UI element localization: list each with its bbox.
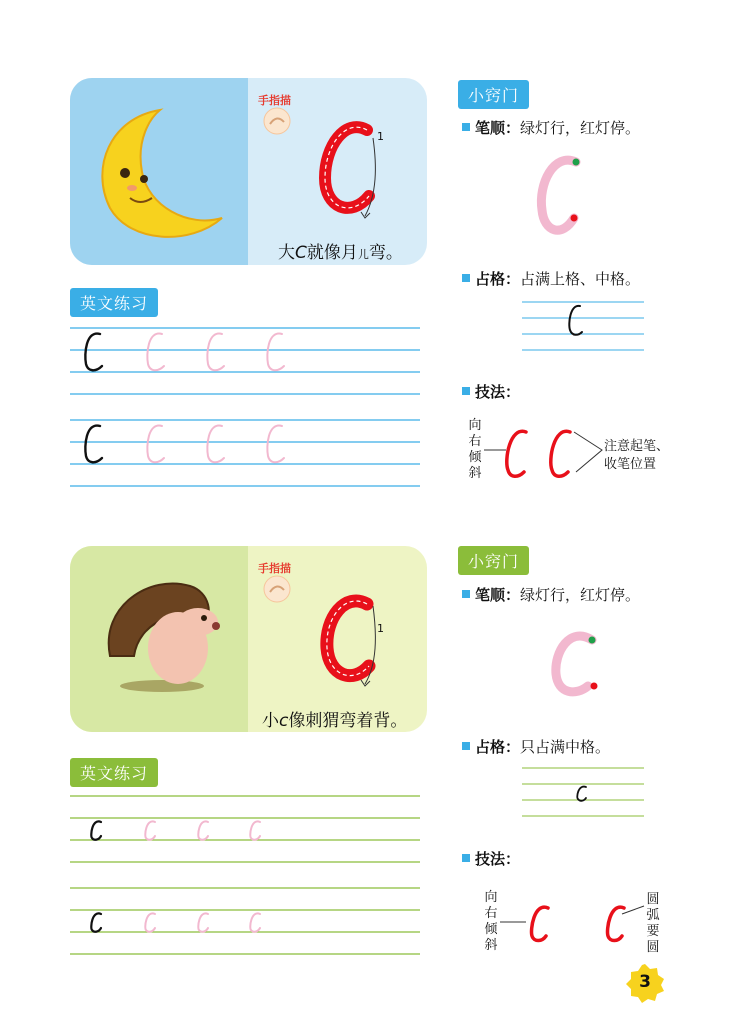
tilt-note: 向 右 倾 斜 (484, 890, 498, 953)
stroke-number: 1 (377, 130, 384, 143)
hedgehog-illustration (70, 546, 248, 732)
hedgehog-caption: 小c像刺猬弯着背。 (262, 711, 408, 731)
moon-illustration (70, 78, 248, 265)
technique-c-pair (496, 892, 646, 962)
grid-demo-1 (522, 298, 644, 358)
start-end-note: 注意起笔、 收笔位置 (604, 439, 670, 472)
tips-title: 小窍门 (458, 546, 529, 575)
technique-tip: 技法： (462, 848, 520, 869)
stroke-number: 1 (377, 622, 384, 635)
practice-label: 英文练习 (70, 288, 158, 317)
tilt-note: 向 右 倾 斜 (468, 418, 482, 481)
trace-badge: 手指描 (258, 562, 291, 575)
stroke-order-c (530, 148, 590, 248)
round-arc-note: 圆 弧 要 圆 (646, 892, 660, 955)
finger-icon (262, 576, 292, 602)
practice-label: 英文练习 (70, 758, 158, 787)
bullet-icon (462, 274, 470, 282)
tips-title: 小窍门 (458, 80, 529, 109)
trace-badge: 手指描 (258, 94, 291, 107)
bullet-icon (462, 387, 470, 395)
practice-lines-1 (70, 320, 420, 490)
stroke-order-tip: 笔顺：绿灯行，红灯停。 (462, 584, 640, 605)
stroke-order-tip: 笔顺：绿灯行，红灯停。 (462, 117, 640, 138)
moon-card (70, 78, 427, 265)
page-number: 3 (639, 972, 651, 992)
technique-tip: 技法： (462, 381, 520, 402)
bullet-icon (462, 854, 470, 862)
practice-lines-2 (70, 792, 420, 962)
lowercase-c-guide (315, 586, 395, 696)
moon-caption: 大C就像月儿弯。 (278, 243, 403, 263)
grid-tip: 占格：占满上格、中格。 (462, 268, 640, 289)
hedgehog-card (70, 546, 427, 732)
grid-tip: 占格：只占满中格。 (462, 736, 610, 757)
finger-icon (262, 108, 292, 134)
stroke-order-c (540, 622, 600, 712)
bullet-icon (462, 742, 470, 750)
bullet-icon (462, 123, 470, 131)
technique-c-pair (480, 420, 610, 490)
grid-demo-2 (522, 764, 644, 824)
bullet-icon (462, 590, 470, 598)
